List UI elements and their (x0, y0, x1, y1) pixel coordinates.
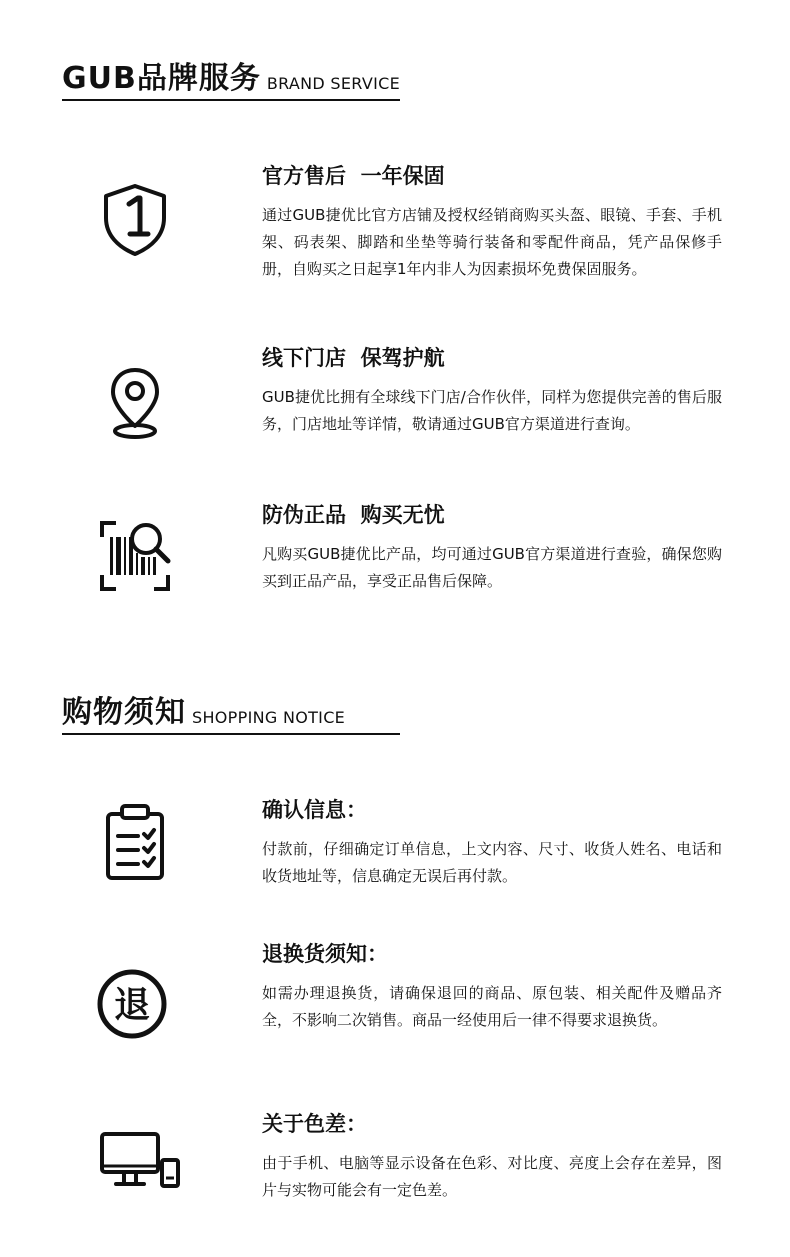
location-pin-icon (96, 364, 174, 442)
shopping-section-title: 购物须知 (62, 695, 186, 730)
return-glyph: 退 (113, 985, 151, 1026)
shopping-section-underline (62, 733, 400, 735)
brand-section-underline (62, 99, 400, 101)
shopping-item-confirm-title: 确认信息： (262, 798, 367, 822)
brand-item-warranty-body: 通过GUB捷优比官方店铺及授权经销商购买头盔、眼镜、手套、手机架、码表架、脚踏和坐垫等骑行装备和零配件商品，凭产品保修手册，自购买之日起享1年内非人为因素损坏免费保固服务。 (262, 206, 722, 278)
brand-item-warranty-title: 官方售后 一年保固 (262, 164, 445, 188)
brand-item-stores-title: 线下门店 保驾护航 (262, 346, 445, 370)
shopping-item-color-title: 关于色差： (262, 1112, 367, 1136)
shopping-section-subtitle: SHOPPING NOTICE (192, 708, 346, 727)
shield-one-icon (96, 180, 174, 258)
shopping-item-confirm-body: 付款前，仔细确定订单信息，上文内容、尺寸、收货人姓名、电话和收货地址等，信息确定无误后再付款。 (262, 840, 722, 885)
brand-section-title: GUB品牌服务 (62, 61, 261, 96)
brand-section-subtitle: BRAND SERVICE (266, 74, 400, 93)
return-circle-icon (96, 964, 174, 1042)
clipboard-checklist-icon (96, 802, 174, 880)
brand-item-authentic-body: 凡购买GUB捷优比产品，均可通过GUB官方渠道进行查验，确保您购买到正品产品，享受正品售后保障。 (262, 545, 722, 590)
shopping-section-header (62, 695, 346, 730)
shopping-item-color-body: 由于手机、电脑等显示设备在色彩、对比度、亮度上会存在差异，图片与实物可能会有一定色差。 (262, 1154, 722, 1199)
barcode-scan-icon (96, 517, 174, 595)
brand-item-authentic-title: 防伪正品 购买无忧 (262, 503, 445, 527)
shopping-item-returns-title: 退换货须知： (262, 942, 388, 966)
shopping-item-returns-body: 如需办理退换货，请确保退回的商品、原包装、相关配件及赠品齐全，不影响二次销售。商品一经使用后一律不得要求退换货。 (262, 984, 722, 1029)
brand-item-stores-body: GUB捷优比拥有全球线下门店/合作伙伴，同样为您提供完善的售后服务，门店地址等详情，敬请通过GUB官方渠道进行查询。 (262, 388, 722, 433)
monitor-phone-icon (98, 1126, 184, 1204)
brand-section-header (62, 61, 400, 96)
